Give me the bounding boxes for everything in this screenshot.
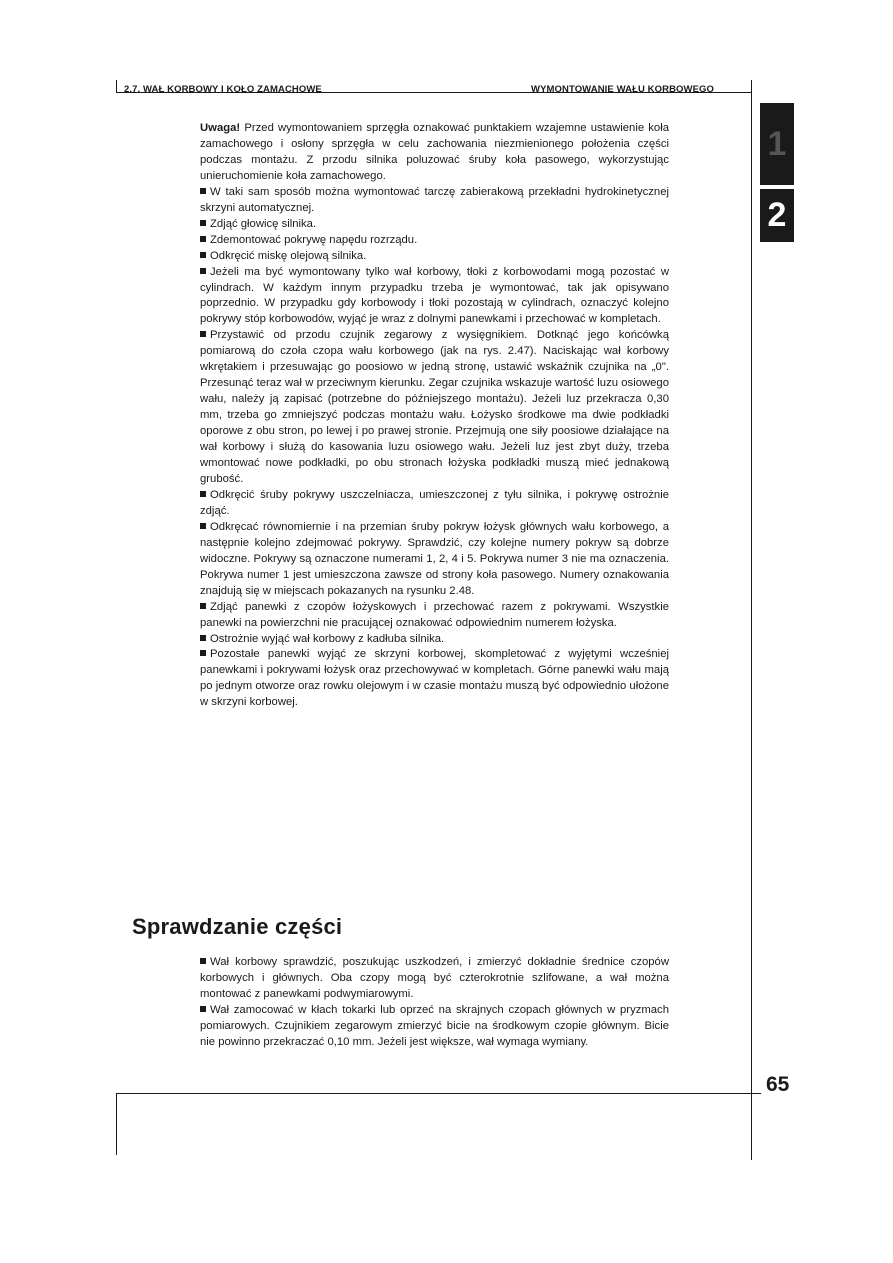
warning-paragraph <box>200 121 669 185</box>
footer-rule <box>116 1093 761 1094</box>
bullet-square-icon <box>200 1006 206 1012</box>
list-item: Pozostałe panewki wyjąć ze skrzyni korbowej, skompletować z wyjętymi wcześniej panewkami i pokrywami łożysk oraz przechowywać w kompletach. Górne panewki wału mają po jednym otworze oraz rowku olejowym i w czasie montażu muszą być odpowiednio ułożone w skrzyni korbowej. <box>200 648 669 709</box>
footer-left-rule <box>116 1093 117 1155</box>
list-item: W taki sam sposób można wymontować tarczę zabierakową przekładni hydrokinetycznej skrzyni automatycznej. <box>200 185 669 214</box>
list-item: Jeżeli ma być wymontowany tylko wał korbowy, tłoki z korbowodami mogą pozostać w cylindrach. W każdym innym przypadku trzeba je wymontować, tak jak opisywano poprzednio. W przypadku gdy korbowody i tłoki pozostają w cylindrach, oznaczyć kolejno pokrywy stóp korbowodów, wyjąć je wraz z dolnymi panewkami i przechować w kompletach. <box>200 265 669 326</box>
list-item: Zdemontować pokrywę napędu rozrządu. <box>200 233 669 249</box>
bullet-square-icon <box>200 635 206 641</box>
header-left-tick <box>116 80 117 93</box>
bullet-square-icon <box>200 331 206 337</box>
warning-text: Przed wymontowaniem sprzęgła oznakować punktakiem wzajemne ustawienie koła zamachowego i osłony sprzęgła w celu zachowania niezmienionego położenia części podczas montażu. Z przodu silnika poluzować śruby koła pasowego, wykorzystując unieruchomienie koła zamachowego. <box>200 122 669 182</box>
list-item: Odkręcić miskę olejową silnika. <box>200 249 669 265</box>
list-item: Wał zamocować w kłach tokarki lub oprzeć na skrajnych czopach głównych w pryzmach pomiarowych. Czujnikiem zegarowym zmierzyć bicie na środkowym czopie głównym. Bicie nie powinno przekraczać 0,10 mm. Jeżeli jest większe, wał wymaga wymiany. <box>200 1003 669 1048</box>
section-title: Sprawdzanie części <box>132 914 343 939</box>
chapter-tab-2: 2 <box>760 189 794 242</box>
bullet-square-icon <box>200 252 206 258</box>
chapter-tab-1: 1 <box>760 103 794 185</box>
list-item: Odkręcić śruby pokrywy uszczelniacza, umieszczonej z tyłu silnika, i pokrywę ostrożnie zdjąć. <box>200 488 669 517</box>
list-item: Zdjąć panewki z czopów łożyskowych i przechować razem z pokrywami. Wszystkie panewki na powierzchni nie pracującej oznakować odpowiednim numerem łożyska. <box>200 600 669 629</box>
list-item: Zdjąć głowicę silnika. <box>200 217 669 233</box>
bullet-square-icon <box>200 603 206 609</box>
warning-label: Uwaga! <box>200 122 241 134</box>
list-item: Odkręcać równomiernie i na przemian śruby pokryw łożysk głównych wału korbowego, a następnie kolejno zdejmować pokrywy. Sprawdzić, czy kolejne numery pokryw są dobrze widoczne. Pokrywy są oznaczone numerami 1, 2, 4 i 5. Pokrywa numer 3 nie ma oznaczenia. Pokrywa numer 1 jest umieszczona zawsze od strony koła pasowego. Numery oznakowania znajdują się w miejscach pokazanych na rysunku 2.48. <box>200 520 669 597</box>
running-header-left: 2.7. WAŁ KORBOWY I KOŁO ZAMACHOWE <box>124 84 322 95</box>
bullet-square-icon <box>200 958 206 964</box>
list-item: Przystawić od przodu czujnik zegarowy z wysięgnikiem. Dotknąć jego końcówką pomiarową do czoła czopa wału korbowego (jak na rys. 2.47). Naciskając wał korbowy wkrętakiem i przesuwając go poosiowo w jedną stronę, ustawić wskaźnik czujnika na „0". Przesunąć teraz wał w przeciwnym kierunku. Zegar czujnika wskazuje wartość luzu osiowego wału, należy ją zapisać (potrzebne do późniejszego montażu). Jeżeli luz przekracza 0,30 mm, trzeba go zmniejszyć podczas montażu wału. Łożysko środkowe ma dwie podkładki oporowe z obu stron, po lewej i po prawej stronie. Przejmują one siły poosiowe działające na wał korbowy i służą do kasowania luzu osiowego wału. Jeżeli luz jest zbyt duży, trzeba wmontować nowe podkładki, po obu stronach łożyska podkładki muszą mieć jednakową grubość. <box>200 329 669 485</box>
list-item: Wał korbowy sprawdzić, poszukując uszkodzeń, i zmierzyć dokładnie średnice czopów korbowych i głównych. Oba czopy mogą być czterokrotnie szlifowane, a wał można montować z panewkami podwymiarowymi. <box>200 956 669 1000</box>
page-number: 65 <box>766 1073 790 1096</box>
bullet-square-icon <box>200 236 206 242</box>
bullet-square-icon <box>200 650 206 656</box>
bullet-square-icon <box>200 523 206 529</box>
inspection-text <box>200 955 669 1051</box>
bullet-square-icon <box>200 220 206 226</box>
bullet-square-icon <box>200 268 206 274</box>
right-margin-rule <box>751 80 752 1160</box>
procedure-text <box>200 121 669 711</box>
list-item: Ostrożnie wyjąć wał korbowy z kadłuba silnika. <box>200 632 669 648</box>
running-header-right: WYMONTOWANIE WAŁU KORBOWEGO <box>531 84 715 95</box>
bullet-square-icon <box>200 188 206 194</box>
bullet-square-icon <box>200 491 206 497</box>
